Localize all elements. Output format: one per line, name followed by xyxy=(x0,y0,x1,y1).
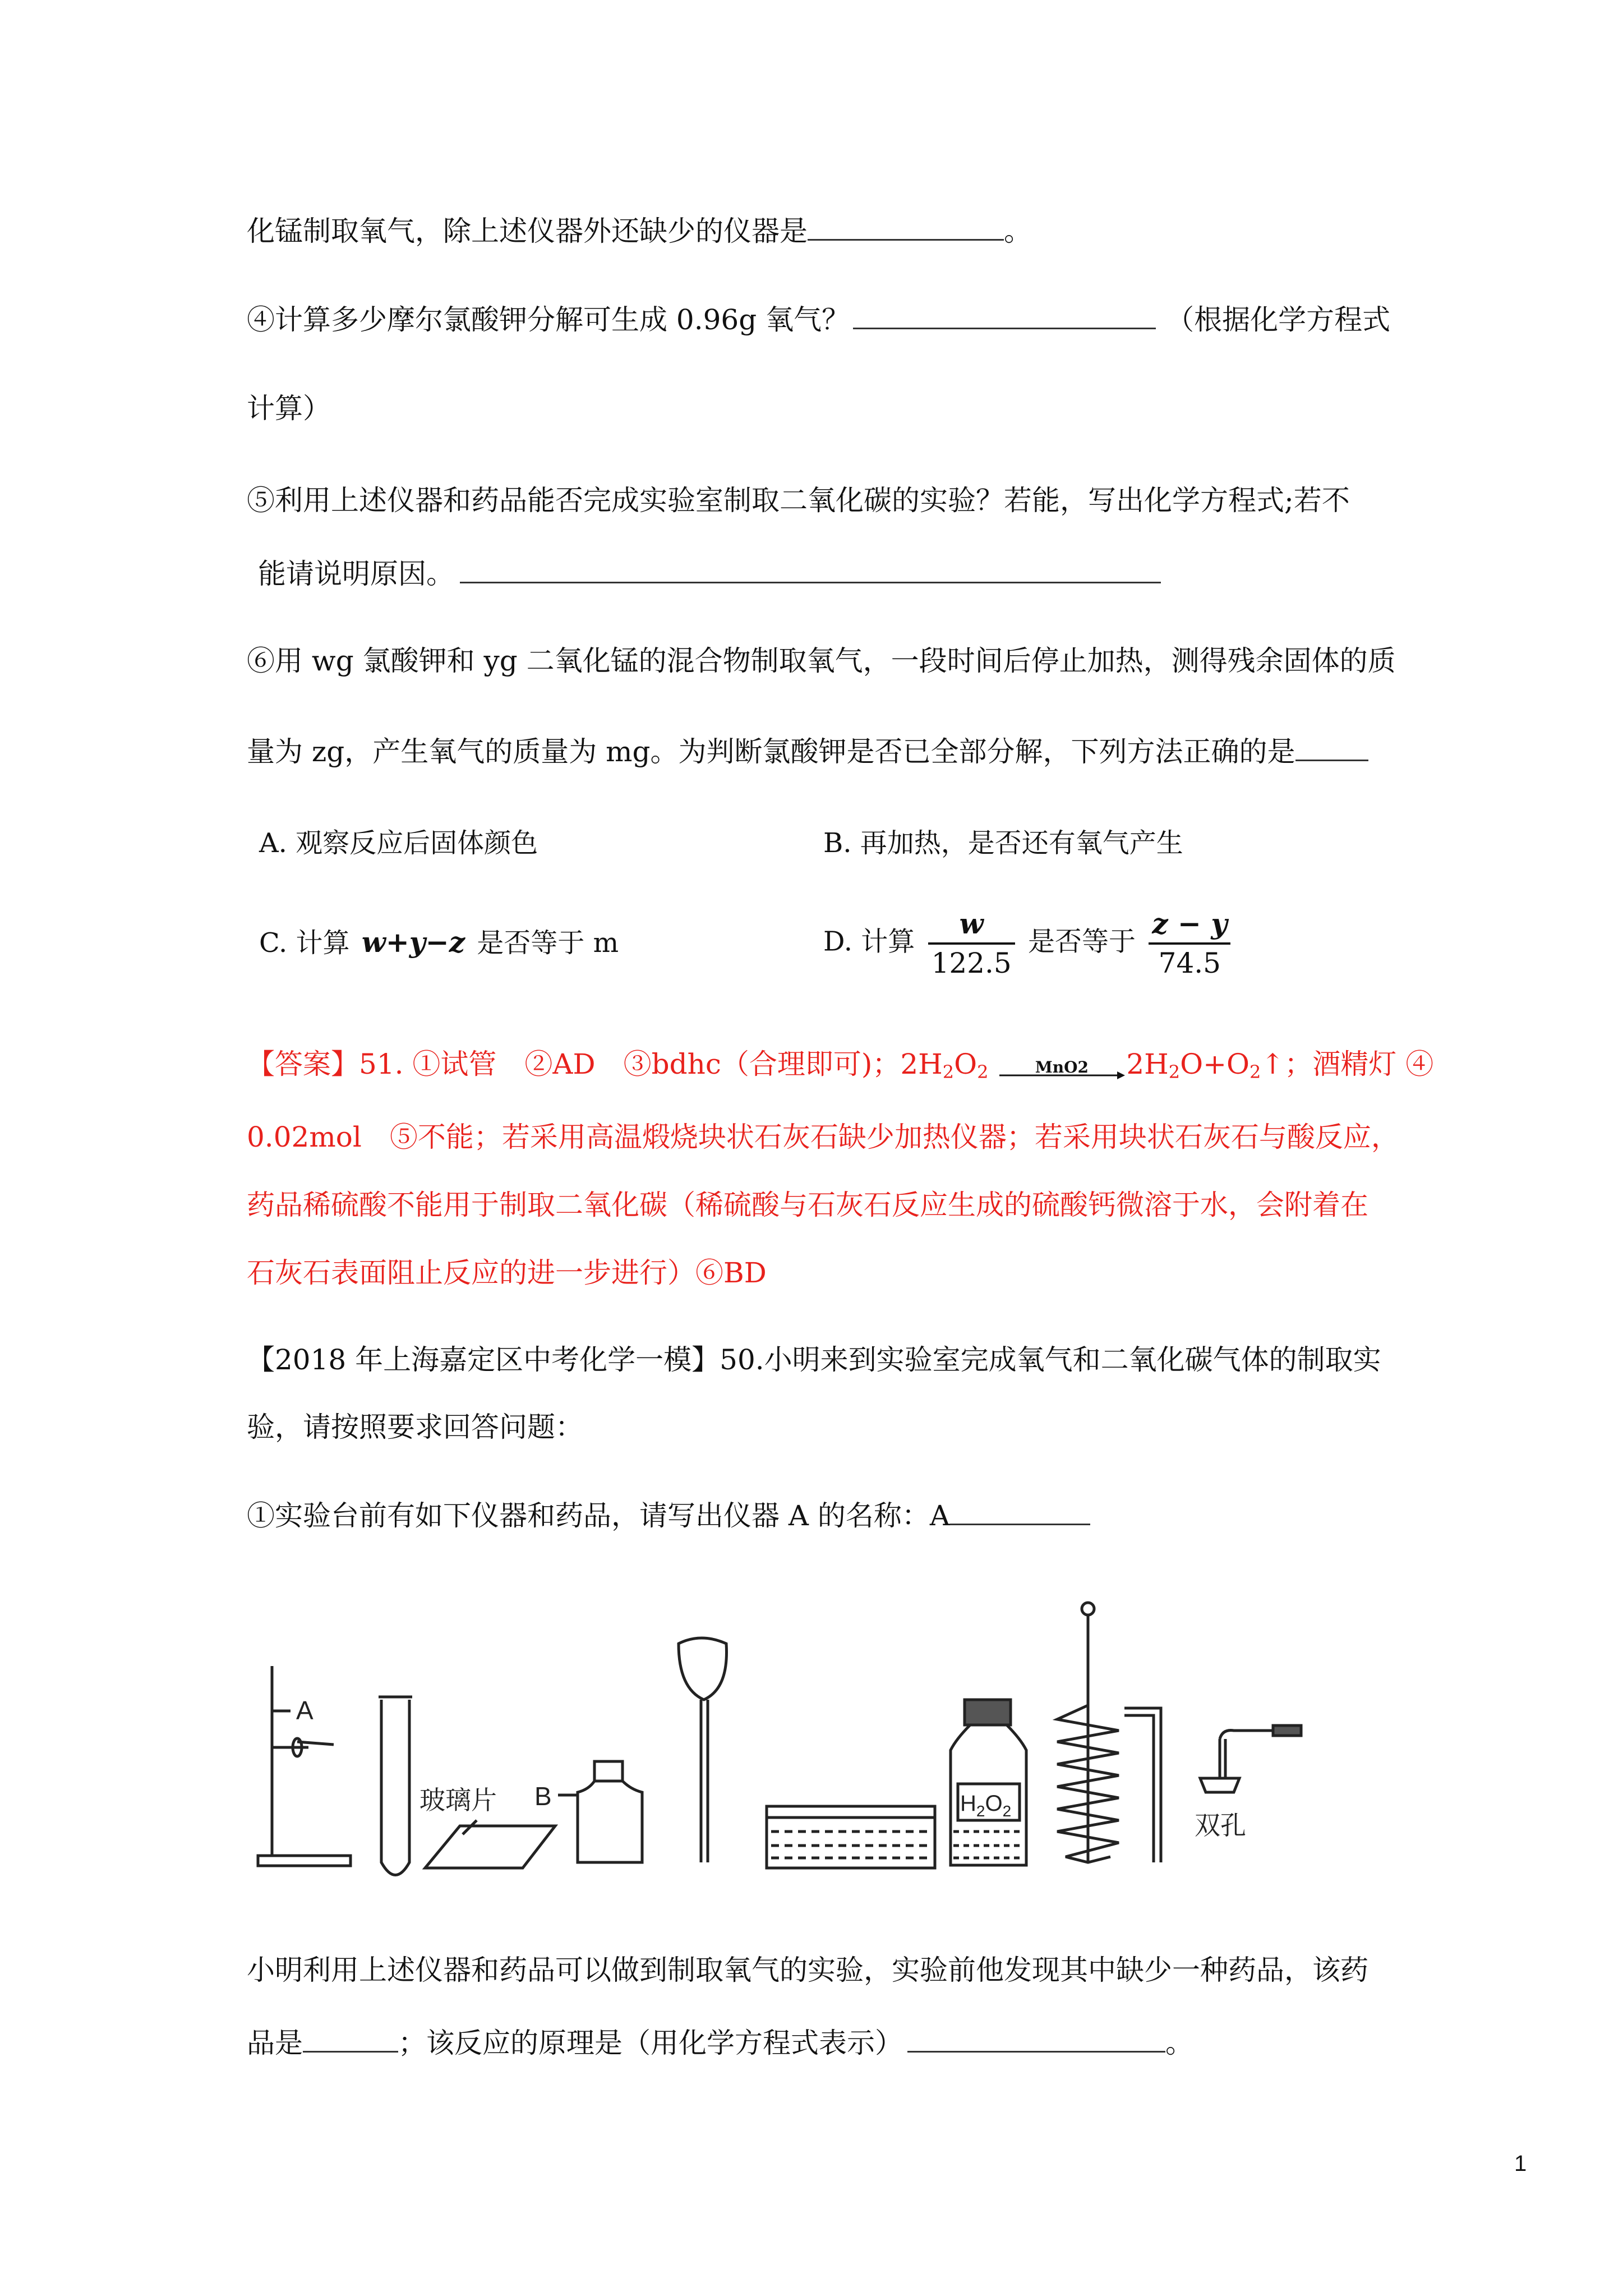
label-glass-plate: 玻璃片 xyxy=(419,1785,497,1815)
question-text: 计算） xyxy=(247,392,331,425)
option-b[interactable] xyxy=(823,826,1183,860)
question-text: 小明利用上述仪器和药品可以做到制取氧气的实验，实验前他发现其中缺少一种药品，该药 xyxy=(247,1954,1368,1986)
reaction-arrow xyxy=(997,1055,1126,1089)
funnel-icon xyxy=(679,1638,727,1862)
option-c-text: 是否等于 m xyxy=(477,927,619,959)
question-line xyxy=(247,484,1350,517)
question-line xyxy=(247,1410,583,1444)
answer-blank[interactable] xyxy=(907,2027,1165,2053)
answer-blank[interactable] xyxy=(808,215,1004,241)
answer-text: 【答案】51. ①试管 ②AD ③bdhc（合理即可)；2H xyxy=(247,1048,943,1080)
tube-brush-icon xyxy=(1057,1603,1119,1862)
water-trough-icon xyxy=(767,1806,935,1868)
answer-text: 药品稀硫酸不能用于制取二氧化碳（稀硫酸与石灰石反应生成的硫酸钙微溶于水，会附着在 xyxy=(247,1189,1368,1221)
question-line xyxy=(247,1499,1090,1533)
question-text: （根据化学方程式 xyxy=(1166,303,1391,336)
bent-glass-tube-icon xyxy=(1124,1708,1161,1862)
answer-line xyxy=(247,1120,1399,1154)
question-text: ①实验台前有如下仪器和药品，请写出仪器 A 的名称：A xyxy=(247,1499,951,1532)
page-number: 1 xyxy=(1514,2151,1527,2176)
fraction-numerator: w xyxy=(928,905,1015,945)
answer-line xyxy=(247,1256,767,1290)
question-text: ④计算多少摩尔氯酸钾分解可生成 0.96g 氧气？ xyxy=(247,303,850,336)
fraction-numerator: z − y xyxy=(1149,905,1230,945)
question-line xyxy=(247,303,1390,337)
question-line xyxy=(247,735,1368,769)
subscript: 2 xyxy=(942,1061,955,1083)
question-text: 品是 xyxy=(247,2027,303,2059)
subscript: 2 xyxy=(1249,1061,1261,1083)
option-a[interactable] xyxy=(259,826,538,860)
fraction-w xyxy=(928,905,1015,982)
question-text: 量为 zg，产生氧气的质量为 mg。为判断氯酸钾是否已全部分解，下列方法正确的是 xyxy=(247,735,1295,768)
h2o2-bottle-icon xyxy=(951,1700,1026,1865)
question-text: 验，请按照要求回答问题： xyxy=(247,1411,583,1443)
question-text: 【2018 年上海嘉定区中考化学一模】50.小明来到实验室完成氧气和二氧化碳气体的制取实 xyxy=(247,1343,1381,1376)
option-a-text: A. 观察反应后固体颜色 xyxy=(259,827,538,859)
option-c[interactable] xyxy=(259,926,619,960)
option-d-label: D. 计算 xyxy=(823,926,915,958)
answer-blank[interactable] xyxy=(1295,736,1368,761)
option-c-label: C. 计算 xyxy=(259,927,350,959)
label-double-hole: 双孔 xyxy=(1195,1810,1246,1841)
answer-blank[interactable] xyxy=(303,2027,398,2053)
punctuation: 。 xyxy=(1004,215,1032,247)
label-a: A xyxy=(296,1696,313,1725)
question-text: ⑤利用上述仪器和药品能否完成实验室制取二氧化碳的实验？若能，写出化学方程式;若不 xyxy=(247,484,1350,517)
option-b-text: B. 再加热，是否还有氧气产生 xyxy=(823,827,1183,859)
answer-text: O+O xyxy=(1180,1048,1250,1080)
fraction-denominator: 122.5 xyxy=(931,947,1012,979)
question-line xyxy=(247,1343,1381,1377)
question-line xyxy=(247,1953,1368,1987)
fraction-zy xyxy=(1149,905,1230,982)
answer-blank[interactable] xyxy=(460,558,1161,583)
answer-text: O xyxy=(954,1048,978,1080)
question-line xyxy=(247,392,331,425)
rubber-stopper-icon xyxy=(1200,1726,1301,1792)
arrow-icon xyxy=(997,1069,1126,1085)
answer-line xyxy=(247,1047,1433,1089)
subscript: 2 xyxy=(1168,1061,1181,1083)
question-line xyxy=(258,557,1161,591)
lab-apparatus-figure xyxy=(241,1599,1352,1890)
question-text: ⑥用 wg 氯酸钾和 yg 二氧化锰的混合物制取氧气，一段时间后停止加热，测得残余固体的质 xyxy=(247,645,1396,677)
question-line xyxy=(247,644,1396,678)
label-b: B xyxy=(534,1782,552,1811)
catalyst-label: MnO2 xyxy=(1035,1058,1089,1076)
answer-text: 2H xyxy=(1126,1048,1169,1080)
glass-plate-icon xyxy=(425,1820,555,1868)
question-line xyxy=(247,2026,1193,2060)
answer-blank[interactable] xyxy=(950,1500,1090,1525)
answer-text: 石灰石表面阻止反应的进一步进行）⑥BD xyxy=(247,1257,767,1289)
question-text: 化锰制取氧气，除上述仪器外还缺少的仪器是 xyxy=(247,215,808,247)
subscript: 2 xyxy=(977,1061,989,1083)
label-h2o2: $H_2O_2$ xyxy=(960,1791,1012,1820)
question-text: 能请说明原因。 xyxy=(258,558,454,590)
test-tube-icon xyxy=(379,1697,412,1875)
answer-text: 0.02mol ⑤不能；若采用高温煅烧块状石灰石缺少加热仪器；若采用块状石灰石与酸反应， xyxy=(247,1121,1399,1153)
answer-text: ↑；酒精灯 ④ xyxy=(1261,1048,1434,1080)
option-c-formula: w+y−z xyxy=(361,926,465,959)
fraction-denominator: 74.5 xyxy=(1158,947,1221,979)
punctuation: 。 xyxy=(1165,2027,1193,2059)
option-d-text: 是否等于 xyxy=(1027,926,1136,958)
answer-blank[interactable] xyxy=(853,304,1156,329)
answer-line xyxy=(247,1188,1368,1222)
question-text: ；该反应的原理是（用化学方程式表示） xyxy=(398,2027,903,2059)
gas-bottle-icon xyxy=(558,1761,642,1862)
question-line xyxy=(247,214,1032,248)
option-d[interactable] xyxy=(823,905,1235,982)
